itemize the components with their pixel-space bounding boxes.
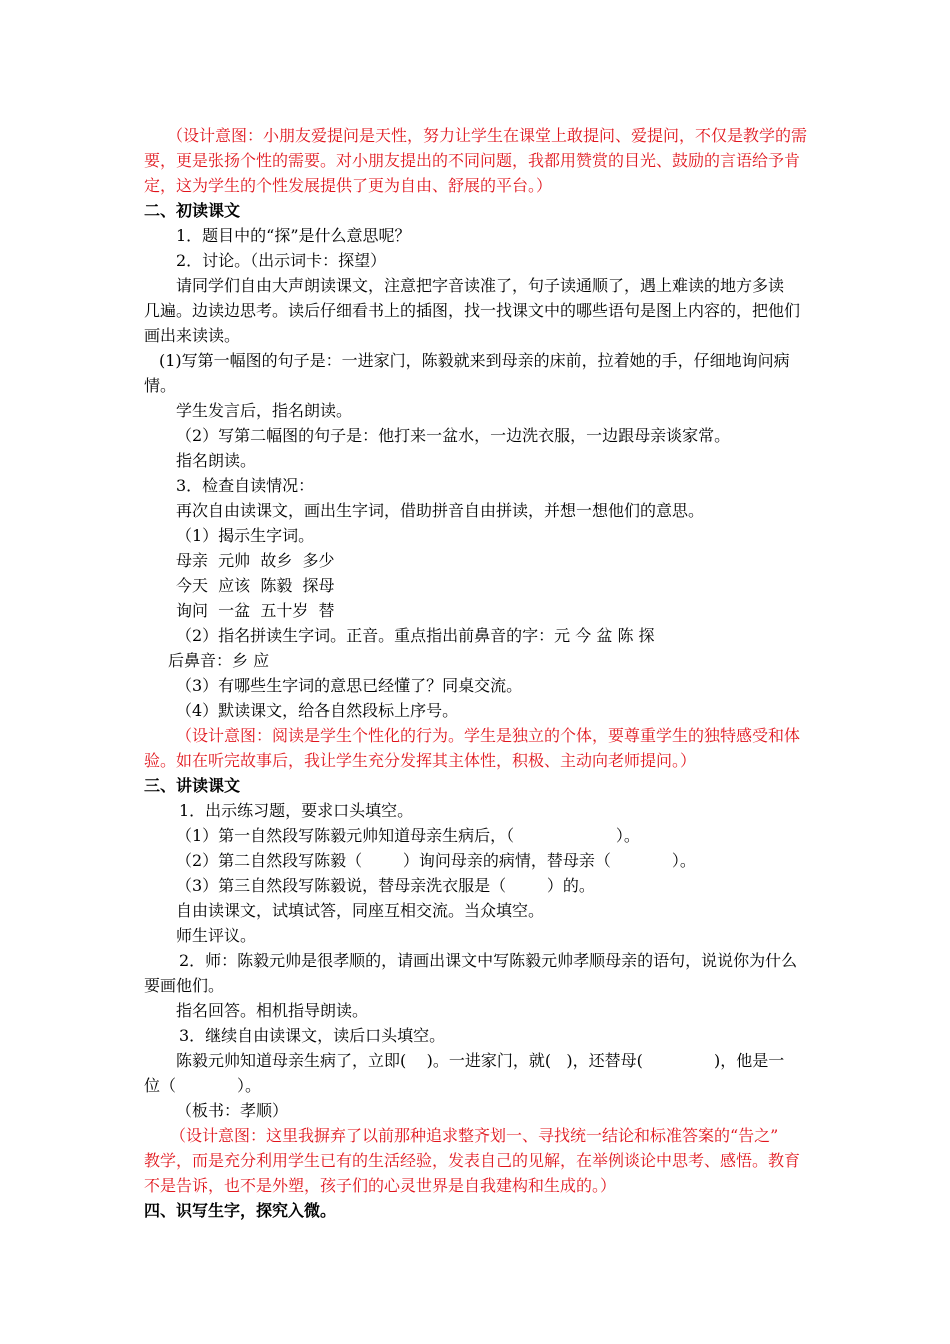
- text-line: （板书：孝顺）: [176, 1101, 289, 1120]
- design-intent-3-line-1: （设计意图：这里我摒弃了以前那种追求整齐划一、寻找统一结论和标准答案的“告之”: [170, 1126, 779, 1145]
- text-line: 情。: [144, 376, 177, 395]
- text-line: 几遍。边读边思考。读后仔细看书上的插图，找一找课文中的哪些语句是图上内容的，把他们: [144, 301, 801, 320]
- text-line: （4）默读课文，给各自然段标上序号。: [176, 701, 459, 720]
- fill-blank-line: （3）第三自然段写陈毅说，替母亲洗衣服是（ ）的。: [176, 876, 595, 895]
- text-line: 学生发言后，指名朗读。: [176, 401, 353, 420]
- fill-blank-line: （1）第一自然段写陈毅元帅知道母亲生病后，（ ）。: [176, 826, 640, 845]
- fill-blank-line: 位（ ）。: [144, 1076, 262, 1095]
- word-list-line: 母亲 元帅 故乡 多少: [176, 551, 335, 570]
- design-intent-1-line-1: （设计意图：小朋友爱提问是天性，努力让学生在课堂上敢提问、爱提问，不仅是教学的需: [167, 126, 808, 145]
- text-line: 2．师：陈毅元帅是很孝顺的，请画出课文中写陈毅元帅孝顺母亲的语句，说说你为什么: [179, 951, 798, 970]
- design-intent-1-line-3: 定，这为学生的个性发展提供了更为自由、舒展的平台。）: [144, 176, 553, 195]
- text-line: 后鼻音：乡 应: [168, 651, 270, 670]
- text-line: 自由读课文，试填试答，同座互相交流。当众填空。: [176, 901, 545, 920]
- fill-blank-line: 陈毅元帅知道母亲生病了，立即( )。一进家门，就( )，还替母( )，他是一: [176, 1051, 785, 1070]
- word-list-line: 询问 一盆 五十岁 替: [176, 601, 335, 620]
- text-line: 3．继续自由读课文，读后口头填空。: [179, 1026, 446, 1045]
- text-line: 指名朗读。: [176, 451, 257, 470]
- text-line: 要画他们。: [144, 976, 225, 995]
- text-line: 1．出示练习题，要求口头填空。: [179, 801, 414, 820]
- text-line: 请同学们自由大声朗读课文，注意把字音读准了，句子读通顺了，遇上难读的地方多读: [176, 276, 785, 295]
- section-heading-3: 三、讲读课文: [144, 776, 241, 795]
- text-line: (1)写第一幅图的句子是：一进家门，陈毅就来到母亲的床前，拉着她的手，仔细地询问病: [159, 351, 790, 370]
- section-heading-4: 四、识写生字，探究入微。: [144, 1201, 337, 1220]
- design-intent-3-line-3: 不是告诉，也不是外塑，孩子们的心灵世界是自我建构和生成的。）: [144, 1176, 617, 1195]
- fill-blank-line: （2）第二自然段写陈毅（ ）询问母亲的病情，替母亲（ ）。: [176, 851, 696, 870]
- word-list-line: 今天 应该 陈毅 探母: [176, 576, 335, 595]
- text-line: 1．题目中的“探”是什么意思呢？: [176, 226, 411, 245]
- design-intent-2-line-2: 验。如在听完故事后，我让学生充分发挥其主体性，积极、主动向老师提问。）: [144, 751, 697, 770]
- text-line: 3．检查自读情况：: [176, 476, 315, 495]
- design-intent-1-line-2: 要，更是张扬个性的需要。对小朋友提出的不同问题，我都用赞赏的目光、鼓励的言语给予肯: [144, 151, 801, 170]
- design-intent-3-line-2: 教学，而是充分利用学生已有的生活经验，发表自己的见解，在举例谈论中思考、感悟。教育: [144, 1151, 801, 1170]
- text-line: （1）揭示生字词。: [176, 526, 315, 545]
- text-line: 再次自由读课文，画出生字词，借助拼音自由拼读，并想一想他们的意思。: [176, 501, 705, 520]
- text-line: 2．讨论。（出示词卡：探望）: [176, 251, 387, 270]
- section-heading-2: 二、初读课文: [144, 201, 241, 220]
- text-line: （2）指名拼读生字词。正音。重点指出前鼻音的字：元 今 盆 陈 探: [176, 626, 655, 645]
- design-intent-2-line-1: （设计意图：阅读是学生个性化的行为。学生是独立的个体，要尊重学生的独特感受和体: [176, 726, 801, 745]
- text-line: （2）写第二幅图的句子是：他打来一盆水，一边洗衣服，一边跟母亲谈家常。: [176, 426, 731, 445]
- text-line: 师生评议。: [176, 926, 257, 945]
- text-line: （3）有哪些生字词的意思已经懂了？同桌交流。: [176, 676, 523, 695]
- text-line: 指名回答。相机指导朗读。: [176, 1001, 369, 1020]
- text-line: 画出来读读。: [144, 326, 241, 345]
